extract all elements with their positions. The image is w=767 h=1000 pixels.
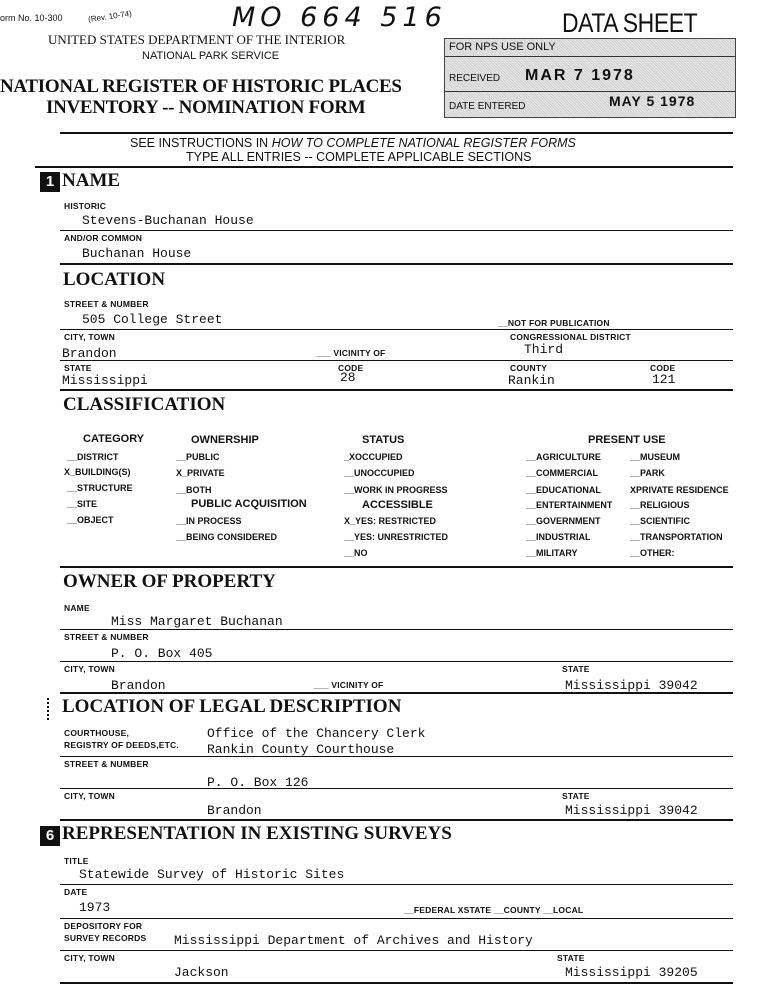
divider (35, 166, 733, 168)
city-label: CITY, TOWN (64, 332, 115, 342)
section-title-legal: LOCATION OF LEGAL DESCRIPTION (62, 696, 402, 717)
congressional-value: Third (524, 342, 564, 357)
owner-city-label: CITY, TOWN (64, 664, 115, 674)
divider (60, 692, 733, 694)
received-date: MAR 7 1978 (525, 67, 635, 84)
survey-state-label: STATE (557, 953, 585, 963)
section-number: 6 (40, 826, 60, 846)
code-label: CODE (338, 363, 364, 373)
category-option: __OBJECT (67, 515, 114, 525)
street-value: 505 College Street (82, 312, 223, 327)
category-option: X_BUILDING(S) (64, 467, 131, 477)
survey-date-label: DATE (64, 887, 88, 897)
divider (60, 819, 733, 821)
acquisition-option: __IN PROCESS (176, 516, 242, 526)
city-value: Brandon (62, 346, 117, 361)
acquisition-option: __BEING CONSIDERED (176, 532, 278, 542)
legal-state-value: Mississippi 39042 (565, 803, 698, 818)
divider (60, 566, 733, 568)
owner-state-label: STATE (562, 664, 590, 674)
courthouse-value-2: Rankin County Courthouse (207, 742, 395, 757)
survey-title-label: TITLE (64, 856, 89, 866)
legal-state-label: STATE (562, 791, 590, 801)
common-value: Buchanan House (82, 246, 192, 261)
divider (60, 950, 733, 951)
street-label: STREET & NUMBER (64, 299, 149, 309)
instructions-line1: SEE INSTRUCTIONS IN HOW TO COMPLETE NATIONAL REGISTER FORMS (130, 136, 576, 150)
owner-state-value: Mississippi 39042 (565, 678, 698, 693)
owner-name-label: NAME (64, 603, 90, 613)
category-option: __STRUCTURE (67, 483, 133, 493)
category-option: __DISTRICT (67, 452, 119, 462)
owner-city-value: Brandon (111, 678, 166, 693)
legal-street-label: STREET & NUMBER (64, 759, 149, 769)
present-use-option: __GOVERNMENT (526, 516, 601, 526)
divider (60, 263, 733, 265)
department: UNITED STATES DEPARTMENT OF THE INTERIOR (48, 32, 346, 47)
status-heading: STATUS (362, 434, 405, 446)
survey-state-value: Mississippi 39205 (565, 965, 698, 980)
legal-city-value: Brandon (207, 803, 262, 818)
divider (60, 788, 733, 789)
county-code-label: CODE (650, 363, 676, 373)
present-use-heading: PRESENT USE (588, 434, 666, 446)
ownership-heading: OWNERSHIP (191, 434, 259, 446)
present-use-option: __SCIENTIFIC (630, 516, 691, 526)
county-label: COUNTY (510, 363, 548, 373)
vicinity-of: ___ VICINITY OF (316, 348, 386, 358)
category-option: __SITE (67, 499, 98, 509)
historic-value: Stevens-Buchanan House (82, 213, 254, 228)
status-option: __UNOCCUPIED (344, 468, 415, 478)
entered-label: DATE ENTERED (449, 101, 526, 112)
present-use-option: __PARK (630, 468, 665, 478)
courthouse-value-1: Office of the Chancery Clerk (207, 726, 426, 741)
depository-label-1: DEPOSITORY FOR (64, 921, 143, 931)
present-use-option: __EDUCATIONAL (526, 485, 601, 495)
present-use-option: __OTHER: (630, 548, 675, 558)
divider (60, 918, 733, 919)
present-use-option: __COMMERCIAL (526, 468, 599, 478)
divider (60, 982, 733, 984)
survey-levels: __FEDERAL XSTATE __COUNTY __LOCAL (404, 905, 584, 915)
received-label: RECEIVED (449, 73, 501, 84)
section-title-classification: CLASSIFICATION (63, 394, 226, 415)
accessible-option: __NO (344, 548, 368, 558)
legal-city-label: CITY, TOWN (64, 791, 115, 801)
legal-street-value: P. O. Box 126 (207, 775, 309, 790)
owner-street-label: STREET & NUMBER (64, 632, 149, 642)
instructions-line2: TYPE ALL ENTRIES -- COMPLETE APPLICABLE SECTIONS (186, 150, 532, 164)
divider (60, 132, 733, 134)
owner-name-value: Miss Margaret Buchanan (111, 614, 283, 629)
category-heading: CATEGORY (83, 433, 145, 445)
divider (60, 329, 733, 330)
accessible-heading: ACCESSIBLE (362, 499, 433, 511)
section-number: 1 (40, 172, 60, 192)
historic-label: HISTORIC (64, 201, 107, 211)
courthouse-label-1: COURTHOUSE, (64, 728, 130, 738)
divider (60, 389, 733, 391)
divider (60, 230, 733, 231)
owner-vicinity-of: ___ VICINITY OF (314, 680, 384, 690)
present-use-option: __MILITARY (526, 548, 578, 558)
status-option: __WORK IN PROGRESS (344, 485, 448, 495)
acquisition-heading: PUBLIC ACQUISITION (191, 498, 307, 510)
survey-date-value: 1973 (79, 900, 111, 915)
survey-title-value: Statewide Survey of Historic Sites (79, 867, 345, 882)
entered-date: MAY 5 1978 (609, 93, 696, 109)
divider (60, 884, 733, 885)
county-code-value: 121 (652, 372, 676, 387)
present-use-option: __INDUSTRIAL (526, 532, 591, 542)
present-use-option: __AGRICULTURE (526, 452, 601, 462)
divider (60, 661, 733, 662)
margin-mark (47, 698, 49, 720)
courthouse-label-2: REGISTRY OF DEEDS,ETC. (64, 740, 179, 750)
present-use-option: __TRANSPORTATION (630, 532, 723, 542)
present-use-option: __RELIGIOUS (630, 500, 690, 510)
depository-label-2: SURVEY RECORDS (64, 933, 147, 943)
state-label: STATE (64, 363, 92, 373)
divider (60, 629, 733, 630)
divider (60, 756, 733, 757)
ownership-option: __BOTH (176, 485, 212, 495)
section-title-owner: OWNER OF PROPERTY (63, 571, 276, 592)
nps-use-label: FOR NPS USE ONLY (449, 41, 556, 53)
present-use-option: __ENTERTAINMENT (526, 500, 613, 510)
section-title-surveys: REPRESENTATION IN EXISTING SURVEYS (62, 823, 452, 844)
form-title-line1: NATIONAL REGISTER OF HISTORIC PLACES (0, 76, 402, 97)
county-value: Rankin (508, 373, 555, 388)
nps-use-stamp (444, 38, 736, 118)
accessible-option: __YES: UNRESTRICTED (344, 532, 449, 542)
congressional-label: CONGRESSIONAL DISTRICT (510, 332, 631, 342)
divider (60, 360, 733, 361)
depository-value: Mississippi Department of Archives and History (174, 933, 533, 948)
accessible-option: X_YES: RESTRICTED (344, 516, 437, 526)
survey-city-label: CITY, TOWN (64, 953, 115, 963)
handwritten-reference: MO 664 516 (232, 2, 447, 33)
section-title-name: NAME (62, 170, 121, 191)
common-label: AND/OR COMMON (64, 233, 143, 243)
form-title-line2: INVENTORY -- NOMINATION FORM (46, 97, 366, 118)
present-use-option: XPRIVATE RESIDENCE (630, 485, 729, 495)
survey-city-value: Jackson (174, 965, 229, 980)
state-code-value: 28 (340, 370, 356, 385)
form-number: orm No. 10-300 (0, 13, 63, 23)
present-use-option: __MUSEUM (630, 452, 681, 462)
section-title-location: LOCATION (63, 269, 166, 290)
state-value: Mississippi (62, 373, 148, 388)
owner-street-value: P. O. Box 405 (111, 646, 213, 661)
status-option: _XOCCUPIED (344, 452, 403, 462)
form-revision: (Rev. 10-74) (87, 8, 133, 25)
not-for-publication: __NOT FOR PUBLICATION (498, 318, 610, 328)
ownership-option: __PUBLIC (176, 452, 220, 462)
ownership-option: X_PRIVATE (176, 468, 225, 478)
data-sheet-label: DATA SHEET (562, 8, 698, 38)
service: NATIONAL PARK SERVICE (142, 50, 280, 62)
